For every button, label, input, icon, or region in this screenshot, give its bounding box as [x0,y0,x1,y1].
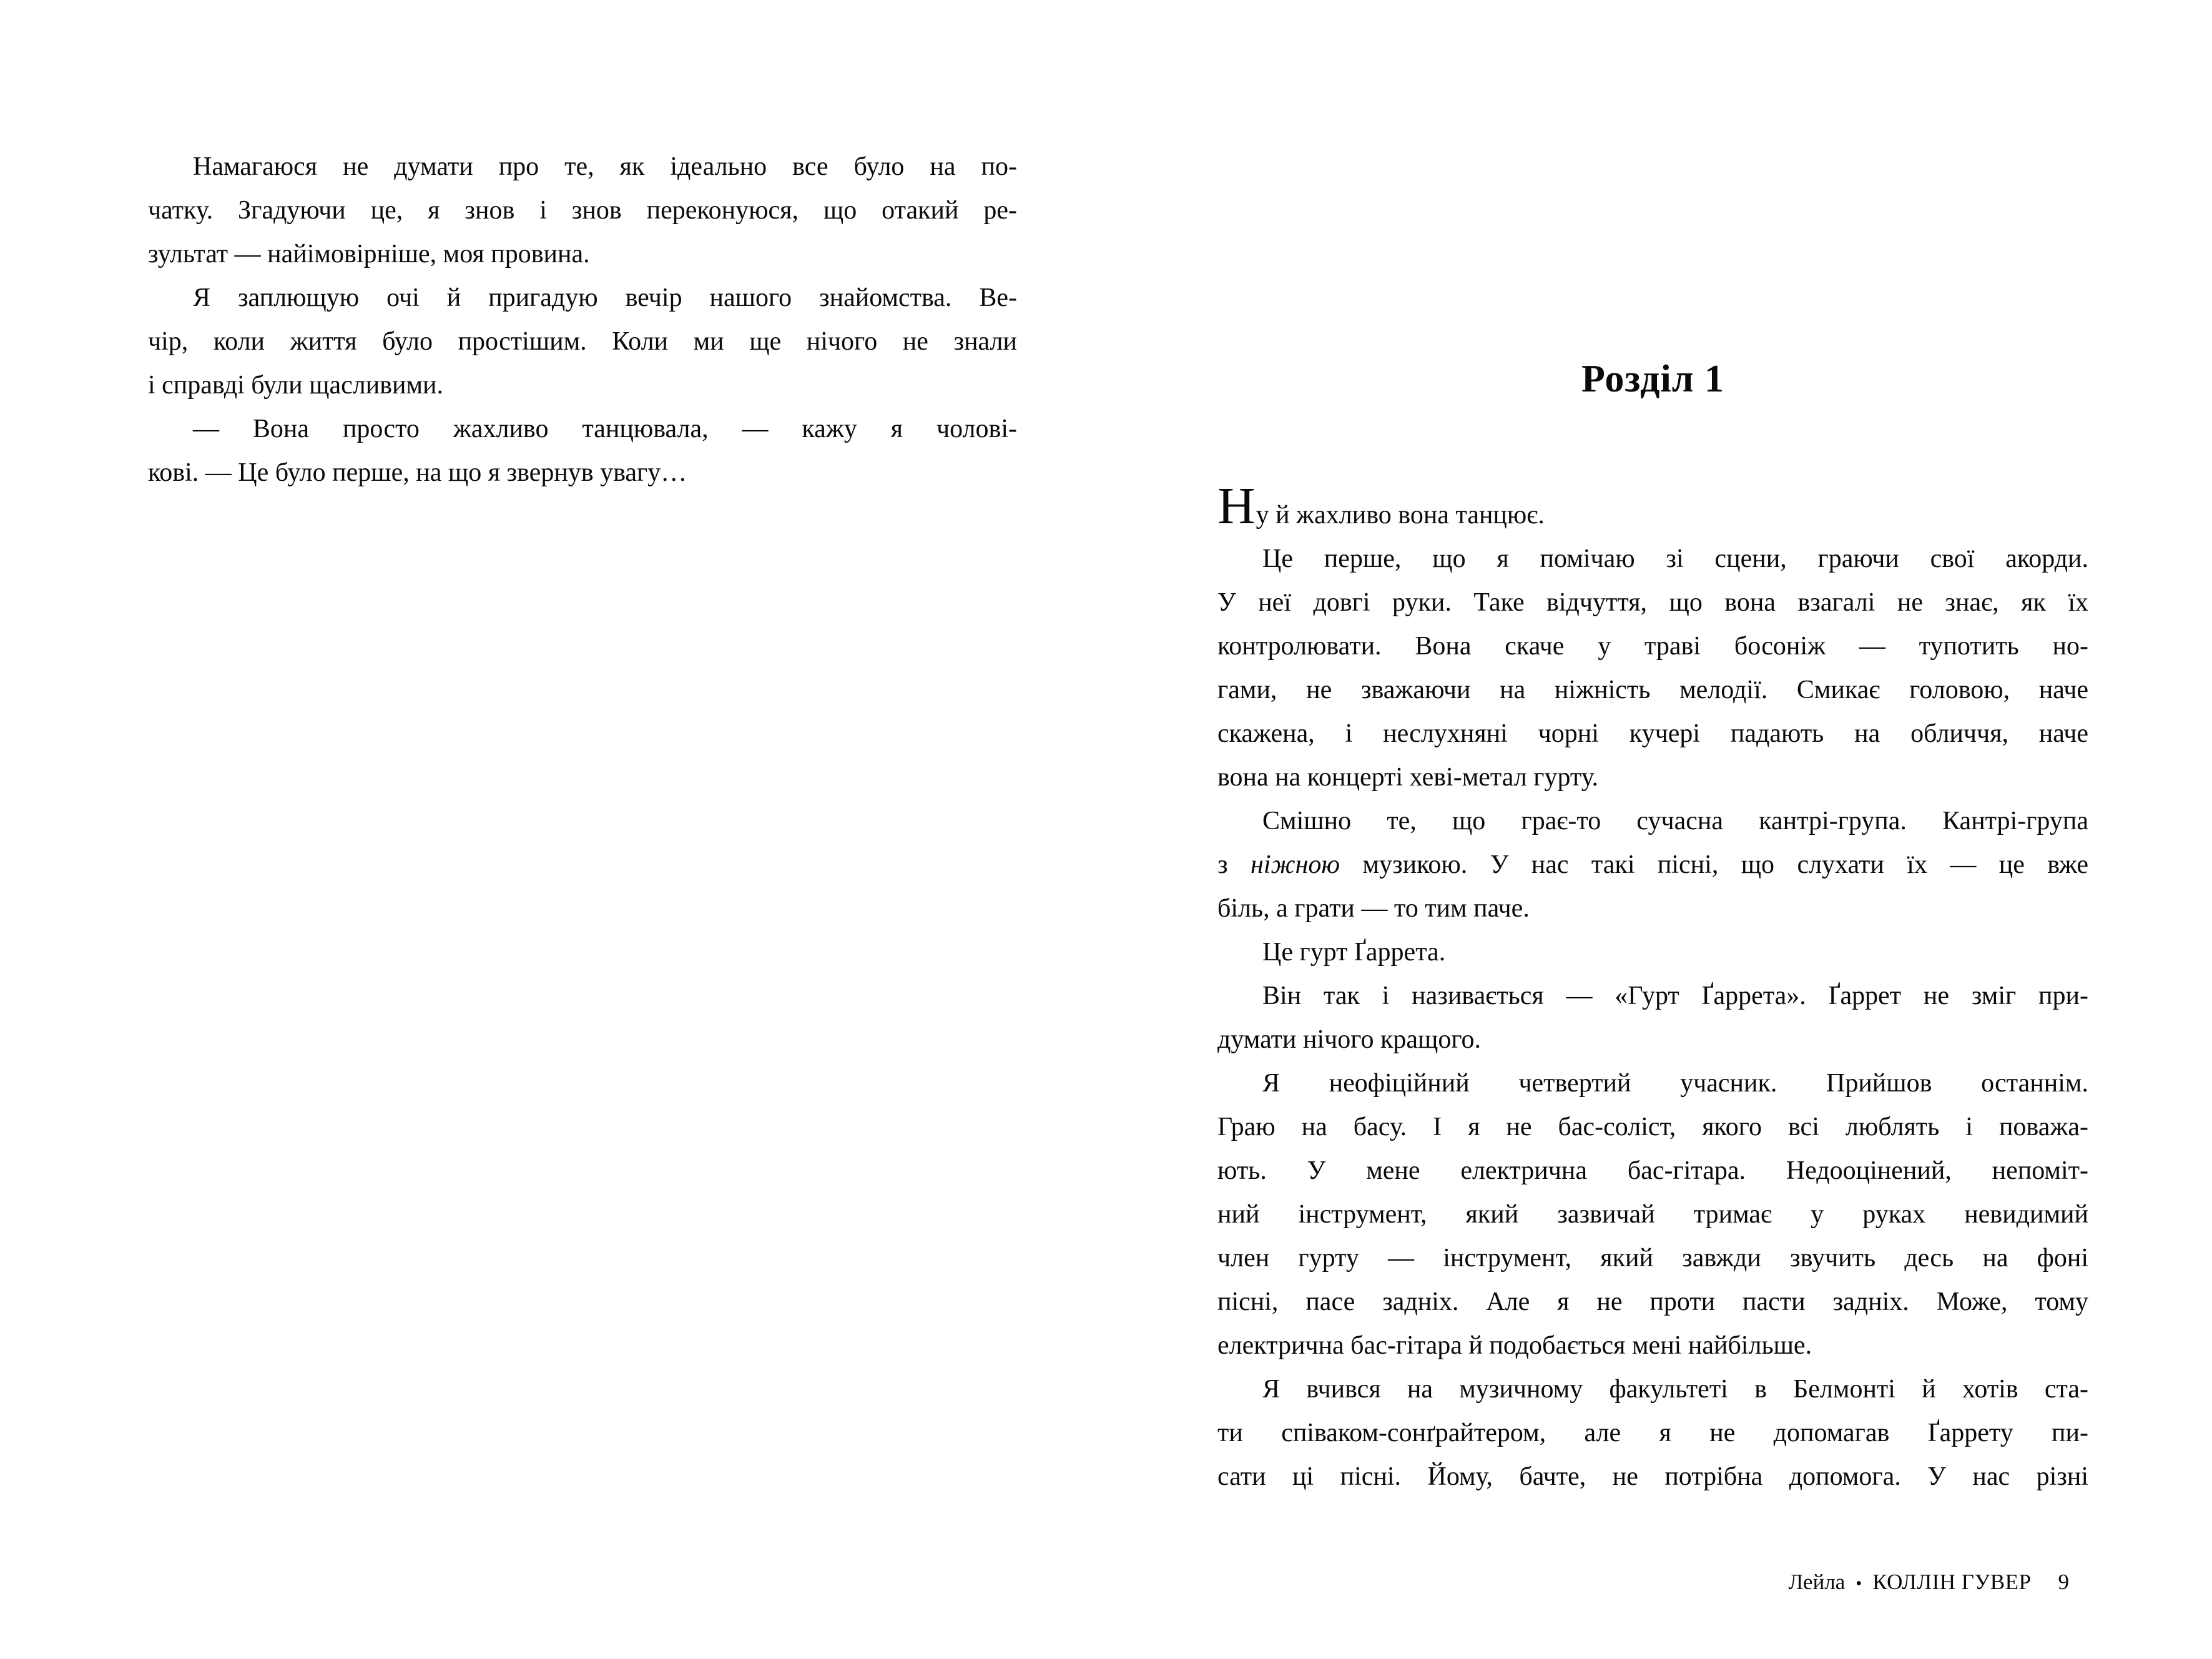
text-line [148,363,1017,407]
right-page [1106,0,2212,1659]
bullet-separator-icon: • [1856,1574,1862,1593]
text-line [1217,843,2088,887]
text-line [1217,712,2088,756]
text-line [1217,1018,2088,1061]
text-line [1217,1280,2088,1324]
text-segment: електрична бас-гітара й подобається мені найбільше. [1217,1331,1812,1360]
text-segment: — Вона просто жахливо танцювала, — кажу я чолові- [193,415,1017,443]
text-line [1217,477,2088,537]
text-segment: Він так і називається — «Гурт Ґаррета». Ґаррет не зміг при- [1262,982,2088,1010]
footer-book-title: Лейла [1788,1570,1846,1594]
text-segment: Я заплющую очі й пригадую вечір нашого знайомства. Ве- [193,283,1017,312]
text-line [1217,1367,2088,1411]
text-segment: чір, коли життя було простішим. Коли ми ще нічого не знали [148,327,1017,356]
text-line [148,145,1017,189]
text-line [1217,1193,2088,1236]
text-line [1217,974,2088,1018]
drop-cap-letter: Н [1217,477,1256,535]
text-line [1217,668,2088,712]
text-line [1217,1324,2088,1367]
text-segment: вона на концерті хеві-метал гурту. [1217,763,1599,792]
text-segment: біль, а грати — то тим паче. [1217,894,1530,923]
text-line [1217,799,2088,843]
text-segment: Смішно те, що грає-то сучасна кантрі-група. Кантрі-група [1262,807,2088,835]
text-segment: Це гурт Ґаррета. [1262,938,1446,967]
text-line [1217,1455,2088,1499]
text-line [1217,581,2088,624]
text-segment: Граю на басу. І я не бас-соліст, якого всі люблять і поважа- [1217,1113,2088,1141]
text-segment: ніжною [1251,850,1340,879]
right-page-text [1217,477,2088,1499]
text-line [1217,1105,2088,1149]
footer-author: КОЛЛІН ГУВЕР [1872,1570,2032,1594]
text-segment: у й жахливо вона танцює. [1256,501,1545,529]
text-segment: гами, не зважаючи на ніжність мелодії. Смикає головою, наче [1217,676,2088,704]
text-segment: Я неофіційний четвертий учасник. Прийшов останнім. [1262,1069,2088,1098]
text-line [1217,537,2088,581]
text-line [1217,930,2088,974]
text-segment: Намагаюся не думати про те, як ідеально все було на по- [193,152,1017,181]
text-line [1217,1149,2088,1193]
text-segment: пісні, пасе задніх. Але я не проти пасти задніх. Може, тому [1217,1287,2088,1316]
text-segment: кові. — Це було перше, на що я звернув увагу… [148,458,687,487]
running-footer [1789,1568,2069,1598]
text-segment: ти співаком-сонґрайтером, але я не допомагав Ґаррету пи- [1217,1419,2088,1447]
text-segment: чатку. Згадуючи це, я знов і знов переконуюся, що отакий ре- [148,196,1017,225]
text-segment: Я вчився на музичному факультеті в Белмонті й хотів ста- [1262,1375,2088,1404]
text-segment: і справді були щасливими. [148,371,444,400]
text-segment: думати нічого кращого. [1217,1025,1482,1054]
text-segment: ний інструмент, який зазвичай тримає у руках невидимий [1217,1200,2088,1229]
text-segment: Це перше, що я помічаю зі сцени, граючи свої акорди. [1262,544,2088,573]
text-line [1217,1061,2088,1105]
left-page-text [148,145,1017,495]
text-line [1217,624,2088,668]
text-segment: музикою. У нас такі пісні, що слухати їх — це вже [1340,850,2088,879]
text-segment: член гурту — інструмент, який завжди звучить десь на фоні [1217,1244,2088,1273]
text-segment: з [1217,850,1251,879]
footer-page-number: 9 [2058,1570,2069,1594]
text-line [1217,887,2088,930]
text-segment: зультат — найімовірніше, моя провина. [148,240,590,268]
text-segment: контролювати. Вона скаче у траві босоніж — тупотить но- [1217,632,2088,661]
text-segment: сати ці пісні. Йому, бачте, не потрібна допомога. У нас різні [1217,1462,2088,1491]
text-line [148,320,1017,363]
text-segment: У неї довгі руки. Таке відчуття, що вона взагалі не знає, як їх [1217,588,2088,617]
text-line [148,451,1017,495]
text-segment: ють. У мене електрична бас-гітара. Недооцінений, непоміт- [1217,1156,2088,1185]
text-line [148,276,1017,320]
chapter-title: Розділ 1 [1581,358,1724,400]
text-line [148,407,1017,451]
text-line [1217,756,2088,799]
text-line [1217,1236,2088,1280]
text-segment: скажена, і неслухняні чорні кучері падають на обличчя, наче [1217,719,2088,748]
text-line [148,189,1017,232]
text-line [1217,1411,2088,1455]
text-line [148,232,1017,276]
